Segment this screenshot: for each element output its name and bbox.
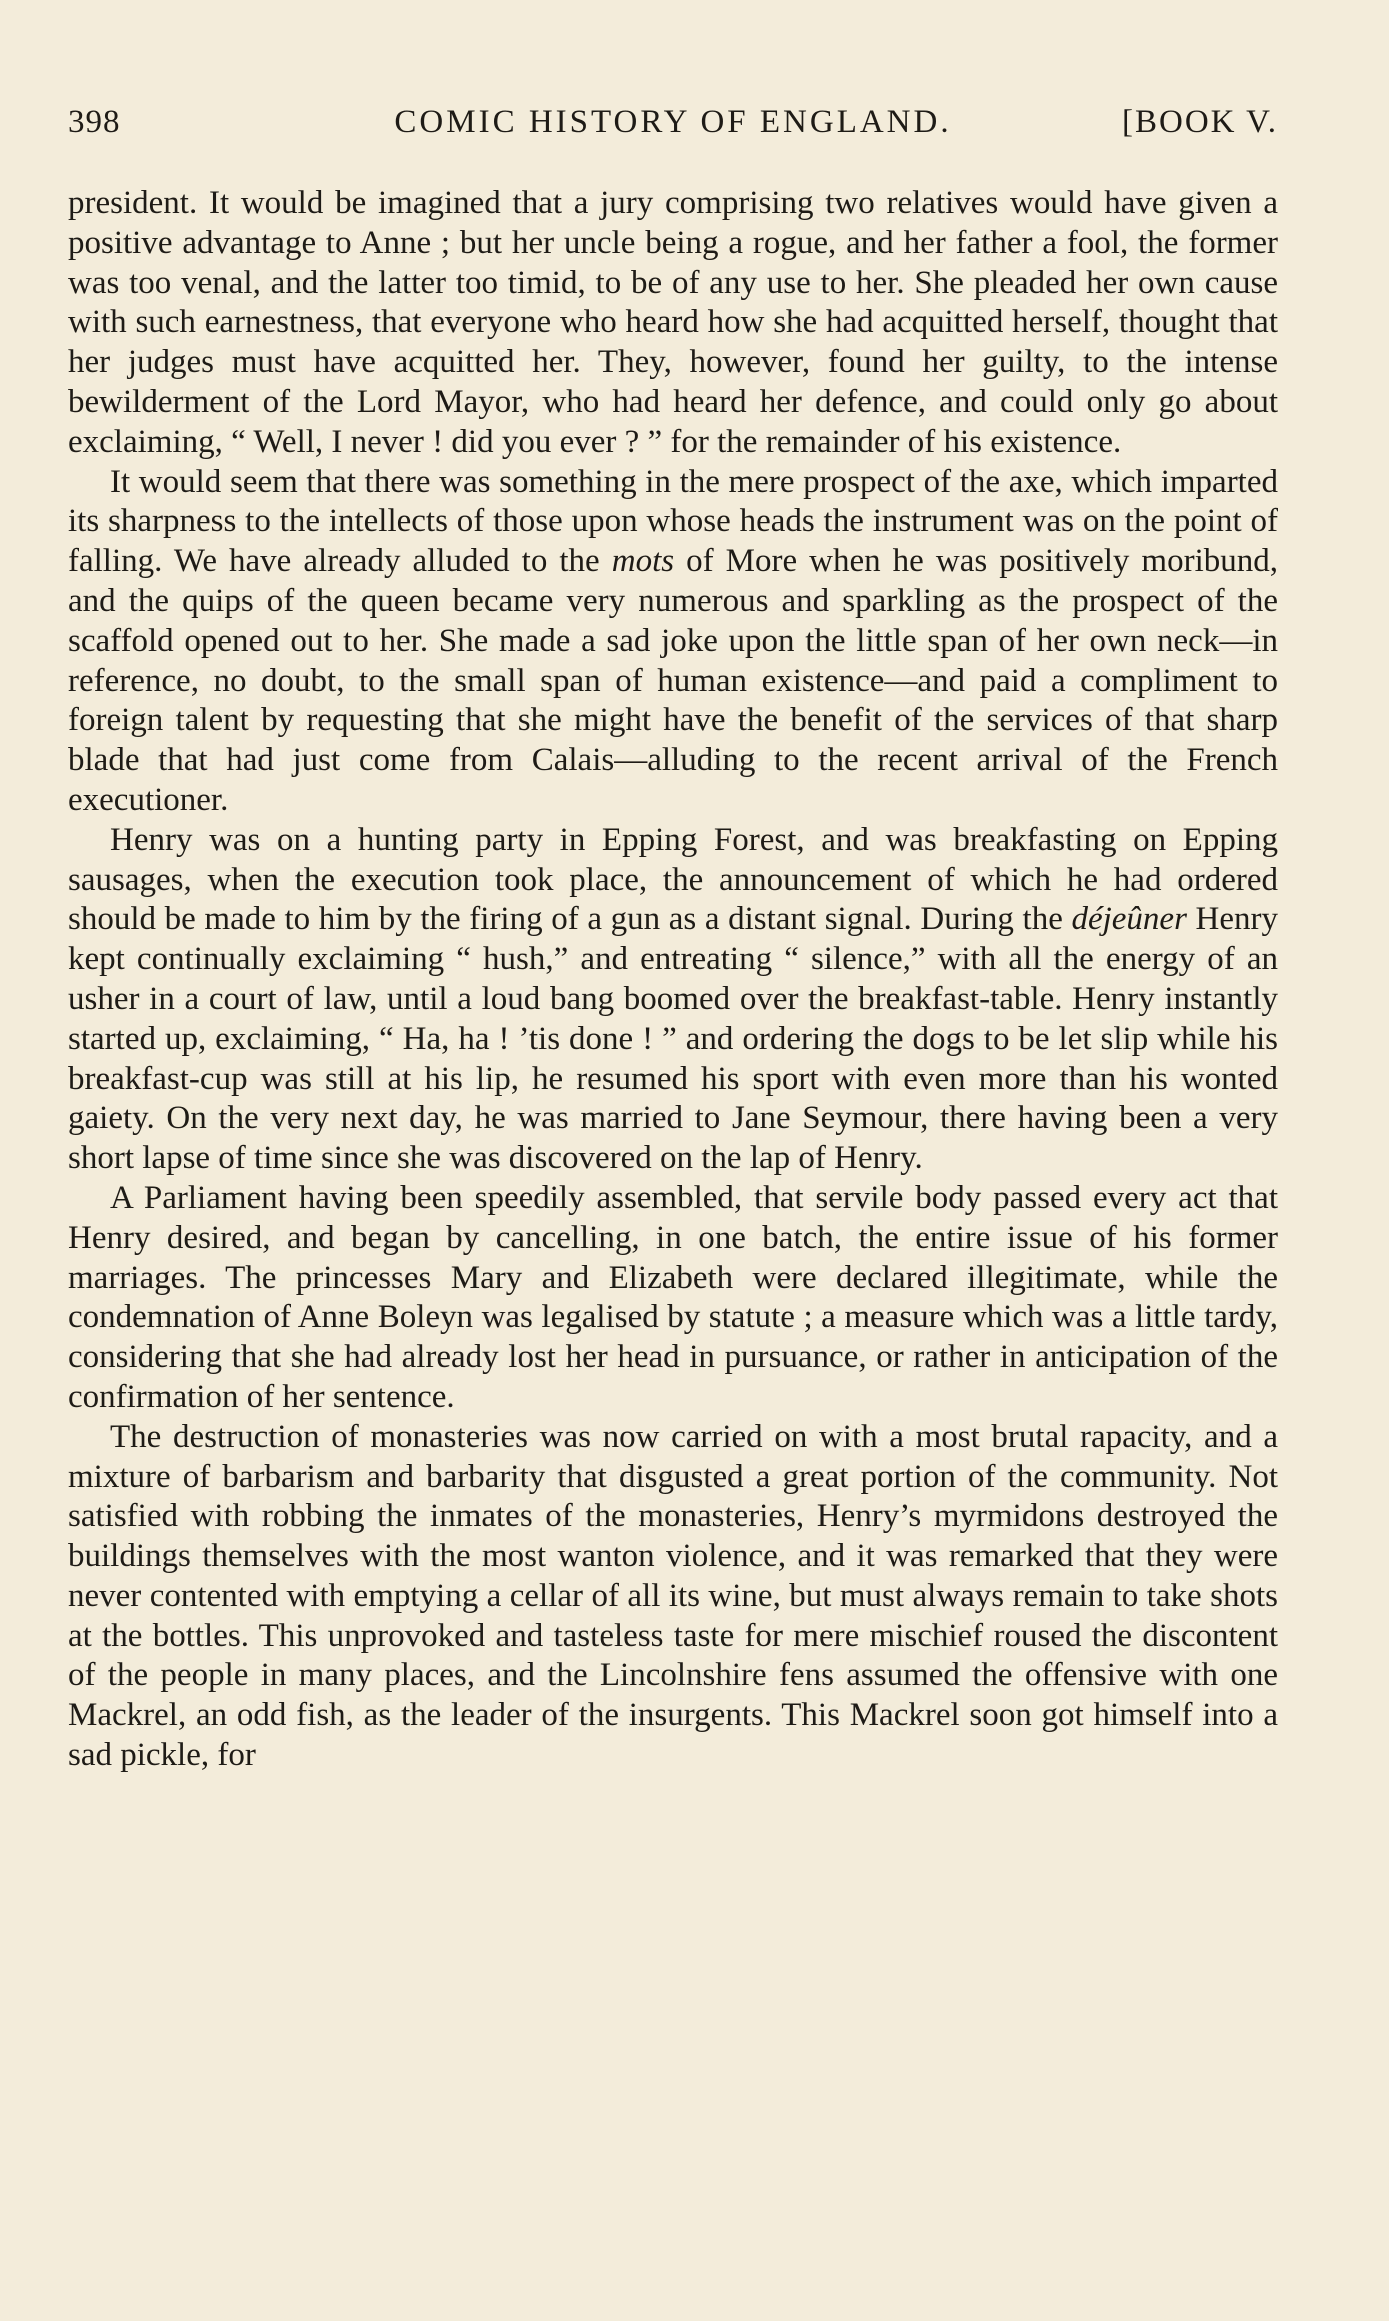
text-run: president. It would be imagined that a jury comprising two relatives would have given a positive advantage to Anne ; but her uncle being a rogue, and her father a fool, the former was too venal, and the latter too timid, to be of any use to her. She pleaded her own cause with such earnestness, that everyone who heard how she had acquitted herself, thought that her judges must have acquitted her. They, however, found her guilty, to the intense bewilderment of the Lord Mayor, who had heard her defence, and could only go about exclaiming, “ Well, I never ! did you ever ? ” for the remainder of his existence. [68,185,1278,460]
running-title: COMIC HISTORY OF ENGLAND. [394,104,952,140]
paragraph [68,184,1278,463]
book-marker: [BOOK V. [1122,104,1278,140]
text-run: The destruction of monasteries was now carried on with a most brutal rapacity, and a mixture of barbarism and barbarity that disgusted a great portion of the community. Not satisfied with robbing the inmates of the monasteries, Henry’s myrmidons destroyed the buildings themselves with the most wanton violence, and it was remarked that they were never contented with emptying a cellar of all its wine, but must always remain to take shots at the bottles. This unprovoked and tasteless taste for mere mischief roused the discontent of the people in many places, and the Lincolnshire fens assumed the offensive with one Mackrel, an odd fish, as the leader of the insurgents. This Mackrel soon got himself into a sad pickle, for [68,1418,1278,1774]
text-run: It would seem that there was something in the mere prospect of the axe, which imparted its sharpness to the intellects of those upon whose heads the instrument was on the point of falling. We have already alluded to the [68,463,1278,580]
paragraph [68,463,1278,821]
text-run: of More when he was positively moribund, and the quips of the queen became very numerous and sparkling as the prospect of the scaffold opened out to her. She made a sad joke upon the little span of her own neck—in reference, no doubt, to the small span of human existence—and paid a compliment to foreign talent by requesting that she might have the benefit of the services of that sharp blade that had just come from Calais—alluding to the recent arrival of the French executioner. [68,543,1278,818]
paragraph [68,1179,1278,1418]
paragraph [68,821,1278,1179]
italic-text: déjeûner [1071,901,1187,938]
book-page [68,96,1278,1776]
body-text [68,184,1278,1776]
page-number: 398 [68,104,121,140]
text-run: Henry was on a hunting party in Epping Forest, and was breakfasting on Epping sausages, when the execution took place, the announcement of which he had ordered should be made to him by the firing of a gun as a distant signal. During the [68,821,1278,938]
running-head [68,96,1278,146]
italic-text: mots [611,543,675,580]
text-run: Henry kept continually exclaiming “ hush,” and entreating “ silence,” with all the energy of an usher in a court of law, until a loud bang boomed over the breakfast-table. Henry instantly started up, exclaiming, “ Ha, ha ! ’tis done ! ” and ordering the dogs to be let slip while his breakfast-cup was still at his lip, he resumed his sport with even more than his wonted gaiety. On the very next day, he was married to Jane Seymour, there having been a very short lapse of time since she was discovered on the lap of Henry. [68,901,1279,1177]
paragraph [68,1418,1278,1776]
text-run: A Parliament having been speedily assembled, that servile body passed every act that Henry desired, and began by cancelling, in one batch, the entire issue of his former marriages. The princesses Mary and Elizabeth were declared illegitimate, while the condemnation of Anne Boleyn was legalised by statute ; a measure which was a little tardy, considering that she had already lost her head in pursuance, or rather in anticipation of the confirmation of her sentence. [68,1179,1278,1415]
